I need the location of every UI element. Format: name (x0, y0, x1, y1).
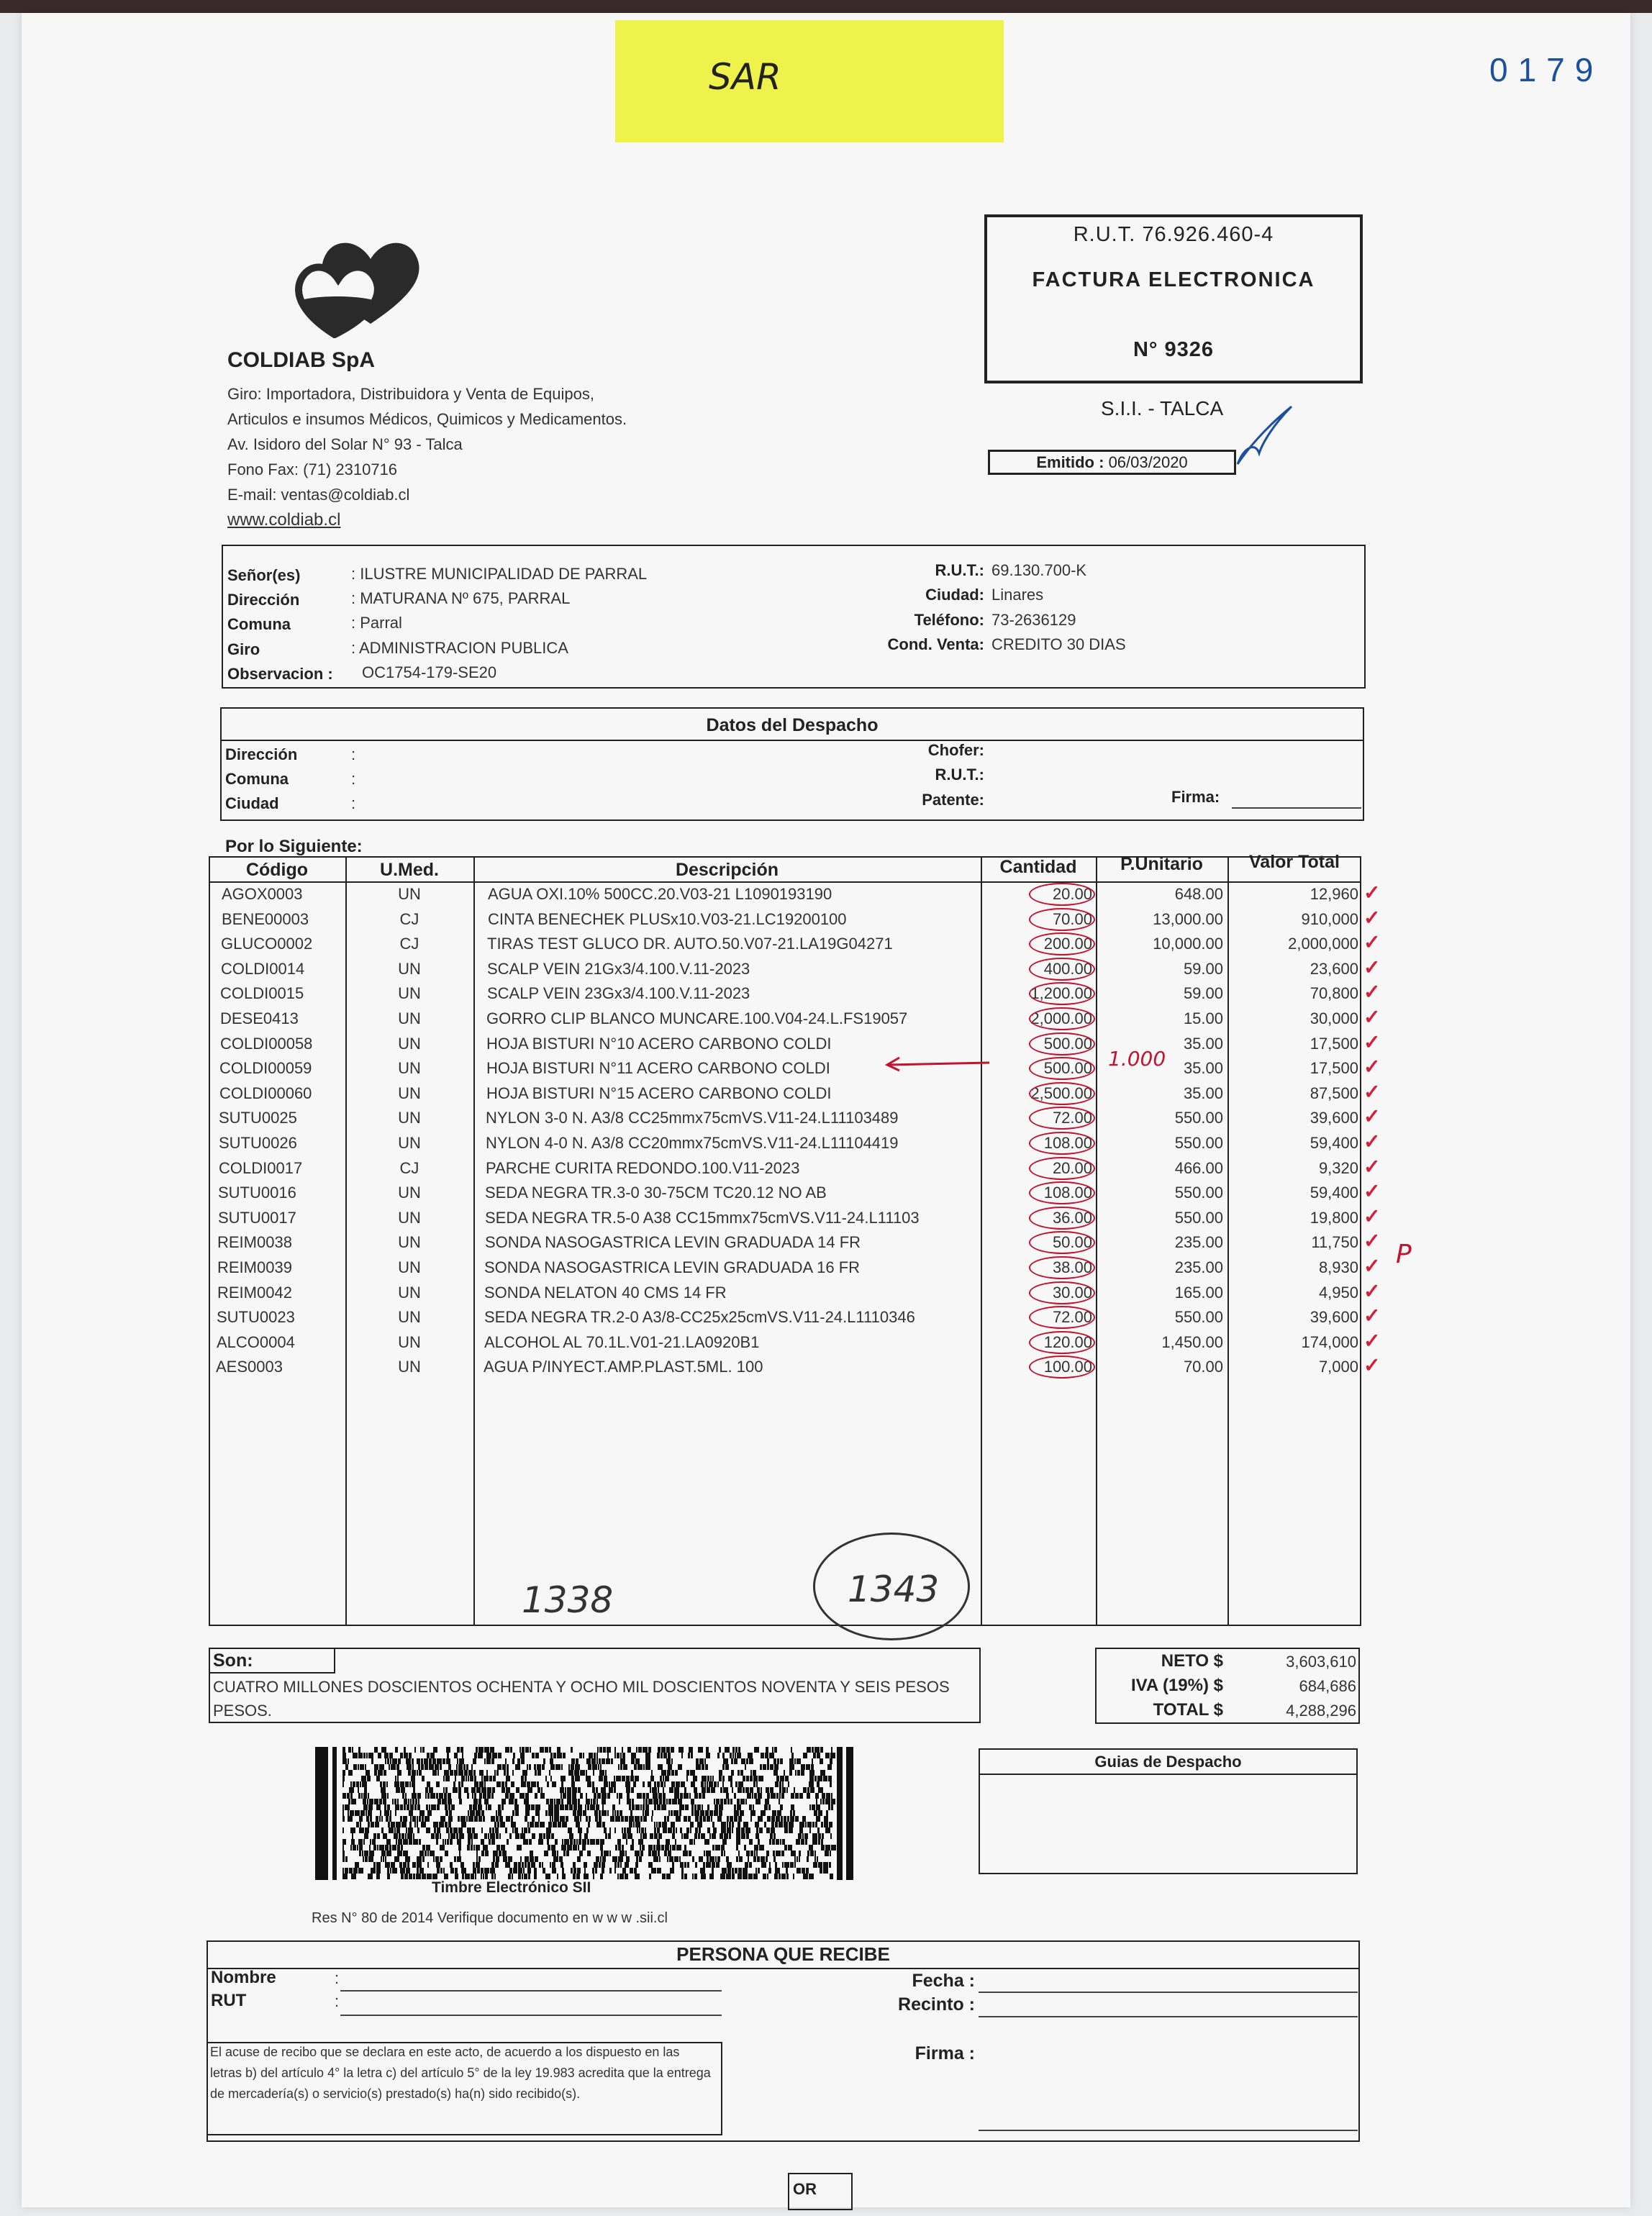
guias-divider (979, 1774, 1358, 1775)
recibe-divider (206, 1968, 1360, 1969)
company-phone: Fono Fax: (71) 2310716 (227, 460, 398, 478)
item-code: AGOX0003 (222, 885, 303, 903)
item-total: 12,960 (1310, 885, 1358, 903)
client-label-cond-venta: Cond. Venta: (887, 635, 984, 653)
handwritten-1000: 1.000 (1108, 1047, 1166, 1071)
company-email: E-mail: ventas@coldiab.cl (227, 486, 410, 504)
checkmark-icon: ✓ (1363, 981, 1381, 1003)
item-unit: UN (398, 1308, 421, 1326)
item-code: COLDI0015 (220, 984, 304, 1002)
client-name: : ILUSTRE MUNICIPALIDAD DE PARRAL (351, 565, 648, 583)
document-type: FACTURA ELECTRONICA (1032, 268, 1315, 291)
company-giro-line2: Articulos e insumos Médicos, Quimicos y Medicamentos. (227, 410, 627, 428)
handwritten-arrow-icon (881, 1052, 997, 1073)
handwritten-1338: 1338 (522, 1579, 614, 1621)
item-code: REIM0042 (217, 1284, 292, 1302)
item-description: HOJA BISTURI N°15 ACERO CARBONO COLDI (486, 1084, 832, 1102)
item-code: COLDI00060 (219, 1084, 312, 1102)
item-unit: UN (398, 1358, 421, 1376)
checkmark-icon: ✓ (1363, 1180, 1381, 1202)
item-code: COLDI0017 (219, 1159, 303, 1177)
col-divider-5 (1227, 856, 1229, 1626)
item-unit: UN (398, 960, 421, 978)
item-total: 9,320 (1318, 1159, 1358, 1177)
timbre-barcode (315, 1747, 853, 1880)
item-quantity: 1,200.00 (1030, 984, 1092, 1002)
client-label-rut: R.U.T.: (935, 561, 984, 579)
item-unit: UN (398, 1209, 421, 1227)
client-label-ciudad: Ciudad: (925, 586, 984, 604)
emitido-label: Emitido : (1036, 453, 1104, 471)
item-unit: CJ (399, 1159, 419, 1177)
item-total: 30,000 (1310, 1009, 1358, 1027)
item-code: REIM0038 (217, 1233, 292, 1251)
item-description: SEDA NEGRA TR.3-0 30-75CM TC20.12 NO AB (485, 1184, 827, 1202)
checkmark-icon: ✓ (1363, 1230, 1381, 1252)
checkmark-icon: ✓ (1363, 1304, 1381, 1327)
por-lo-siguiente: Por lo Siguiente: (225, 837, 363, 856)
item-description: SEDA NEGRA TR.2-0 A3/8-CC25x25cmVS.V11-24.L1110346 (484, 1308, 915, 1326)
item-description: SONDA NELATON 40 CMS 14 FR (484, 1284, 727, 1302)
recibe-recinto-field (979, 2016, 1358, 2017)
item-code: REIM0039 (217, 1258, 292, 1276)
item-description: ALCOHOL AL 70.1L.V01-21.LA0920B1 (484, 1333, 760, 1351)
guias-title: Guias de Despacho (1094, 1753, 1242, 1771)
checkmark-icon: ✓ (1363, 1280, 1381, 1302)
item-description: PARCHE CURITA REDONDO.100.V11-2023 (486, 1159, 800, 1177)
handwritten-1343: 1343 (848, 1568, 940, 1610)
client-label-telefono: Teléfono: (914, 611, 984, 629)
quantity-circle-mark (1029, 932, 1095, 955)
issuer-rut: R.U.T. 76.926.460-4 (1073, 223, 1274, 246)
iva-label: IVA (19%) $ (1130, 1676, 1223, 1695)
item-description: CINTA BENECHEK PLUSx10.V03-21.LC19200100 (488, 910, 847, 928)
item-code: DESE0413 (220, 1009, 299, 1027)
item-description: AGUA OXI.10% 500CC.20.V03-21 L1090193190 (488, 885, 832, 903)
checkmark-icon: ✓ (1363, 1130, 1381, 1153)
client-address: : MATURANA Nº 675, PARRAL (351, 589, 571, 607)
item-code: COLDI00059 (219, 1059, 312, 1077)
item-quantity: 20.00 (1052, 885, 1092, 903)
recibe-legal-text: El acuse de recibo que se declara en este acto, de acuerdo a los dispuesto en las letras b) del artículo 4° la letra c) del artículo 5° de la ley 19.983 acredita que la entrega de mercadería(s) o servicio(s) prestado(s) ha(n) sido recibido(s). (210, 2045, 711, 2101)
checkmark-icon: ✓ (1363, 1205, 1381, 1227)
item-unit: UN (398, 1284, 421, 1302)
item-unit: UN (398, 1009, 421, 1027)
client-ciudad: Linares (991, 586, 1044, 604)
item-quantity: 200.00 (1043, 935, 1092, 953)
item-unit: UN (398, 885, 421, 903)
item-description: GORRO CLIP BLANCO MUNCARE.100.V04-24.L.FS19057 (486, 1009, 908, 1027)
item-description: HOJA BISTURI N°10 ACERO CARBONO COLDI (486, 1035, 832, 1053)
item-quantity: 38.00 (1052, 1258, 1092, 1276)
item-description: HOJA BISTURI N°11 ACERO CARBONO COLDI (486, 1059, 830, 1077)
item-unit-price: 13,000.00 (1153, 910, 1223, 928)
son-text: CUATRO MILLONES DOSCIENTOS OCHENTA Y OCHO MIL DOSCIENTOS NOVENTA Y SEIS PESOS PESOS. (213, 1678, 950, 1720)
item-description: NYLON 3-0 N. A3/8 CC25mmx75cmVS.V11-24.L11103489 (486, 1109, 899, 1127)
item-quantity: 108.00 (1043, 1134, 1092, 1152)
item-unit: UN (398, 984, 421, 1002)
item-unit-price: 35.00 (1183, 1084, 1223, 1102)
emitido-date: 06/03/2020 (1108, 453, 1188, 471)
recibe-firma-label: Firma : (914, 2043, 975, 2063)
quantity-circle-mark (1029, 958, 1095, 981)
company-website-link[interactable]: www.coldiab.cl (227, 510, 341, 530)
quantity-circle-mark (1029, 982, 1095, 1005)
item-unit: CJ (399, 935, 419, 953)
item-unit-price: 10,000.00 (1153, 935, 1223, 953)
client-observacion: OC1754-179-SE20 (362, 663, 497, 681)
item-unit: CJ (399, 910, 419, 928)
checkmark-icon: ✓ (1363, 1255, 1381, 1277)
despacho-colon-1: : (351, 745, 356, 763)
quantity-circle-mark (1029, 1057, 1095, 1080)
neto-value: 3,603,610 (1286, 1653, 1356, 1671)
quantity-circle-mark (1029, 1231, 1095, 1254)
despacho-label-direccion: Dirección (225, 745, 298, 763)
scan-top-edge (0, 0, 1652, 13)
item-quantity: 72.00 (1052, 1109, 1092, 1127)
item-unit: UN (398, 1233, 421, 1251)
item-quantity: 120.00 (1043, 1333, 1092, 1351)
quantity-circle-mark (1029, 1032, 1095, 1055)
despacho-label-chofer: Chofer: (927, 741, 984, 759)
item-total: 59,400 (1310, 1184, 1358, 1202)
item-description: SCALP VEIN 23Gx3/4.100.V.11-2023 (487, 984, 750, 1002)
item-total: 11,750 (1311, 1233, 1358, 1251)
item-unit: UN (398, 1109, 421, 1127)
item-unit-price: 35.00 (1183, 1059, 1223, 1077)
despacho-label-firma: Firma: (1171, 788, 1220, 806)
item-quantity: 20.00 (1052, 1159, 1092, 1177)
item-unit: UN (398, 1258, 421, 1276)
despacho-label-comuna: Comuna (225, 770, 289, 788)
item-code: BENE00003 (222, 910, 309, 928)
col-divider-3 (981, 856, 982, 1626)
item-description: NYLON 4-0 N. A3/8 CC20mmx75cmVS.V11-24.L11104419 (486, 1134, 899, 1152)
company-giro-line1: Giro: Importadora, Distribuidora y Venta de Equipos, (227, 385, 594, 403)
quantity-circle-mark (1029, 883, 1095, 906)
item-code: COLDI00058 (220, 1035, 313, 1053)
item-unit: UN (398, 1333, 421, 1351)
item-unit-price: 59.00 (1183, 984, 1223, 1002)
item-unit-price: 70.00 (1183, 1358, 1223, 1376)
sii-office: S.I.I. - TALCA (1101, 397, 1224, 419)
checkmark-icon: ✓ (1363, 1155, 1381, 1178)
despacho-title: Datos del Despacho (706, 715, 879, 735)
recibe-nombre-field (340, 1990, 722, 1992)
item-unit-price: 35.00 (1183, 1035, 1223, 1053)
item-quantity: 72.00 (1052, 1308, 1092, 1326)
despacho-label-rut: R.U.T.: (935, 766, 984, 784)
item-quantity: 500.00 (1043, 1035, 1092, 1053)
item-code: SUTU0026 (219, 1134, 297, 1152)
item-code: COLDI0014 (221, 960, 305, 978)
item-unit-price: 550.00 (1174, 1308, 1223, 1326)
item-total: 87,500 (1310, 1084, 1358, 1102)
item-description: SONDA NASOGASTRICA LEVIN GRADUADA 16 FR (484, 1258, 861, 1276)
item-unit-price: 550.00 (1174, 1184, 1223, 1202)
col-divider-2 (473, 856, 475, 1626)
quantity-circle-mark (1029, 1132, 1095, 1155)
recibe-recinto-label: Recinto : (898, 1994, 975, 2015)
recibe-rut-label: RUT (211, 1991, 247, 2010)
col-header-valor-total: Valor Total (1249, 852, 1340, 872)
despacho-firma-line (1232, 807, 1361, 809)
item-total: 39,600 (1310, 1109, 1358, 1127)
item-unit-price: 165.00 (1174, 1284, 1223, 1302)
item-code: AES0003 (216, 1358, 283, 1376)
item-total: 23,600 (1310, 960, 1358, 978)
neto-label: NETO $ (1161, 1651, 1223, 1671)
item-unit-price: 1,450.00 (1161, 1333, 1223, 1351)
item-quantity: 108.00 (1043, 1184, 1092, 1202)
despacho-label-ciudad: Ciudad (225, 794, 279, 812)
recibe-firma-field (979, 2130, 1358, 2131)
item-total: 7,000 (1318, 1358, 1358, 1376)
quantity-circle-mark (1029, 1157, 1095, 1180)
doc-stamp-number: 0179 (1489, 51, 1604, 88)
item-code: ALCO0004 (217, 1333, 295, 1351)
col-header-umed: U.Med. (380, 860, 439, 880)
item-total: 70,800 (1310, 984, 1358, 1002)
rut-box (984, 214, 1363, 383)
item-unit: UN (398, 1084, 421, 1102)
col-header-descripcion: Descripción (675, 860, 779, 880)
quantity-circle-mark (1029, 1256, 1095, 1279)
item-quantity: 2,500.00 (1030, 1084, 1092, 1102)
checkmark-icon: ✓ (1363, 1031, 1381, 1053)
item-unit: UN (398, 1134, 421, 1152)
checkmark-icon: ✓ (1363, 1354, 1381, 1376)
item-quantity: 500.00 (1043, 1059, 1092, 1077)
total-value: 4,288,296 (1286, 1702, 1356, 1720)
item-unit-price: 550.00 (1174, 1209, 1223, 1227)
item-description: SEDA NEGRA TR.5-0 A38 CC15mmx75cmVS.V11-24.L11103 (485, 1209, 920, 1227)
quantity-circle-mark (1029, 1356, 1095, 1379)
item-quantity: 100.00 (1043, 1358, 1092, 1376)
item-code: SUTU0017 (218, 1209, 296, 1227)
hearts-logo-icon (284, 216, 450, 338)
item-quantity: 400.00 (1043, 960, 1092, 978)
client-comuna: : Parral (351, 614, 402, 632)
footer-stamp: OR (793, 2180, 817, 2198)
item-total: 910,000 (1301, 910, 1358, 928)
item-description: SONDA NASOGASTRICA LEVIN GRADUADA 14 FR (485, 1233, 861, 1251)
item-quantity: 70.00 (1052, 910, 1092, 928)
client-label-observacion: Observacion : (227, 665, 333, 683)
despacho-label-patente: Patente: (922, 791, 984, 809)
quantity-circle-mark (1029, 1107, 1095, 1130)
sticky-note-text: SAR (709, 56, 781, 98)
item-unit: UN (398, 1035, 421, 1053)
item-total: 59,400 (1310, 1134, 1358, 1152)
client-giro: : ADMINISTRACION PUBLICA (351, 639, 568, 657)
recibe-fecha-label: Fecha : (912, 1971, 975, 1991)
client-label-comuna: Comuna (227, 615, 291, 633)
quantity-circle-mark (1029, 1281, 1095, 1304)
checkmark-icon: ✓ (1363, 956, 1381, 978)
quantity-circle-mark (1029, 1181, 1095, 1204)
quantity-circle-mark (1029, 1306, 1095, 1329)
item-code: SUTU0025 (219, 1109, 297, 1127)
item-total: 2,000,000 (1288, 935, 1358, 953)
item-unit-price: 550.00 (1174, 1109, 1223, 1127)
item-unit: UN (398, 1184, 421, 1202)
son-label: Son: (213, 1650, 253, 1671)
item-quantity: 50.00 (1052, 1233, 1092, 1251)
recibe-fecha-field (979, 1992, 1358, 1993)
item-description: TIRAS TEST GLUCO DR. AUTO.50.V07-21.LA19G04271 (487, 935, 893, 953)
client-label-giro: Giro (227, 640, 260, 658)
item-description: AGUA P/INYECT.AMP.PLAST.5ML. 100 (484, 1358, 763, 1376)
checkmark-icon: ✓ (1363, 931, 1381, 953)
checkmark-icon: ✓ (1363, 1081, 1381, 1103)
item-total: 17,500 (1310, 1035, 1358, 1053)
checkmark-icon: ✓ (1363, 907, 1381, 929)
iva-value: 684,686 (1299, 1677, 1356, 1695)
recibe-title: PERSONA QUE RECIBE (676, 1943, 890, 1965)
despacho-colon-3: : (351, 794, 356, 812)
quantity-circle-mark (1029, 908, 1095, 931)
col-divider-4 (1096, 856, 1097, 1626)
company-address: Av. Isidoro del Solar N° 93 - Talca (227, 435, 463, 453)
item-unit-price: 550.00 (1174, 1134, 1223, 1152)
item-quantity: 30.00 (1052, 1284, 1092, 1302)
timbre-resolution: Res N° 80 de 2014 Verifique documento en w w w .sii.cl (312, 1910, 668, 1926)
item-unit: UN (398, 1059, 421, 1077)
col-header-codigo: Código (245, 860, 309, 880)
item-unit-price: 235.00 (1174, 1258, 1223, 1276)
handwritten-p: P (1396, 1240, 1412, 1269)
checkmark-icon: ✓ (1363, 1330, 1381, 1352)
checkmark-icon: ✓ (1363, 881, 1381, 904)
item-description: SCALP VEIN 21Gx3/4.100.V.11-2023 (487, 960, 750, 978)
item-unit-price: 15.00 (1183, 1009, 1223, 1027)
despacho-colon-2: : (351, 770, 356, 788)
col-header-punitario: P.Unitario (1120, 854, 1203, 874)
company-name: COLDIAB SpA (227, 348, 375, 372)
item-total: 19,800 (1310, 1209, 1358, 1227)
quantity-circle-mark (1029, 1331, 1095, 1354)
item-code: SUTU0016 (218, 1184, 296, 1202)
item-quantity: 2,000.00 (1030, 1009, 1092, 1027)
recibe-rut-colon: : (335, 1992, 340, 2010)
recibe-nombre-colon: : (335, 1969, 340, 1987)
checkmark-icon: ✓ (1363, 1055, 1381, 1078)
item-total: 39,600 (1310, 1308, 1358, 1326)
item-unit-price: 235.00 (1174, 1233, 1223, 1251)
recibe-nombre-label: Nombre (211, 1968, 276, 1987)
client-cond-venta: CREDITO 30 DIAS (991, 635, 1126, 653)
client-rut: 69.130.700-K (991, 561, 1087, 579)
item-quantity: 36.00 (1052, 1209, 1092, 1227)
client-label-senor: Señor(es) (227, 566, 301, 584)
checkmark-icon: ✓ (1363, 1105, 1381, 1127)
item-unit-price: 648.00 (1174, 885, 1223, 903)
timbre-label: Timbre Electrónico SII (432, 1879, 591, 1896)
company-details (227, 381, 627, 532)
client-label-direccion: Dirección (227, 591, 300, 609)
invoice-number: N° 9326 (1133, 338, 1215, 361)
emitido-box (988, 450, 1236, 475)
item-code: SUTU0023 (217, 1308, 295, 1326)
item-total: 174,000 (1301, 1333, 1358, 1351)
sticky-note (615, 20, 1004, 142)
item-unit-price: 466.00 (1174, 1159, 1223, 1177)
item-unit-price: 59.00 (1183, 960, 1223, 978)
item-total: 4,950 (1318, 1284, 1358, 1302)
items-header-divider (209, 881, 1361, 883)
checkmark-icon: ✓ (1363, 1006, 1381, 1028)
client-telefono: 73-2636129 (991, 611, 1076, 629)
item-code: GLUCO0002 (221, 935, 313, 953)
recibe-rut-field (340, 2015, 722, 2016)
total-label: TOTAL $ (1153, 1700, 1223, 1720)
quantity-circle-mark (1029, 1082, 1095, 1105)
quantity-circle-mark (1029, 1207, 1095, 1230)
quantity-circle-mark (1029, 1007, 1095, 1030)
col-header-cantidad: Cantidad (999, 857, 1077, 877)
item-total: 8,930 (1318, 1258, 1358, 1276)
item-total: 17,500 (1310, 1059, 1358, 1077)
